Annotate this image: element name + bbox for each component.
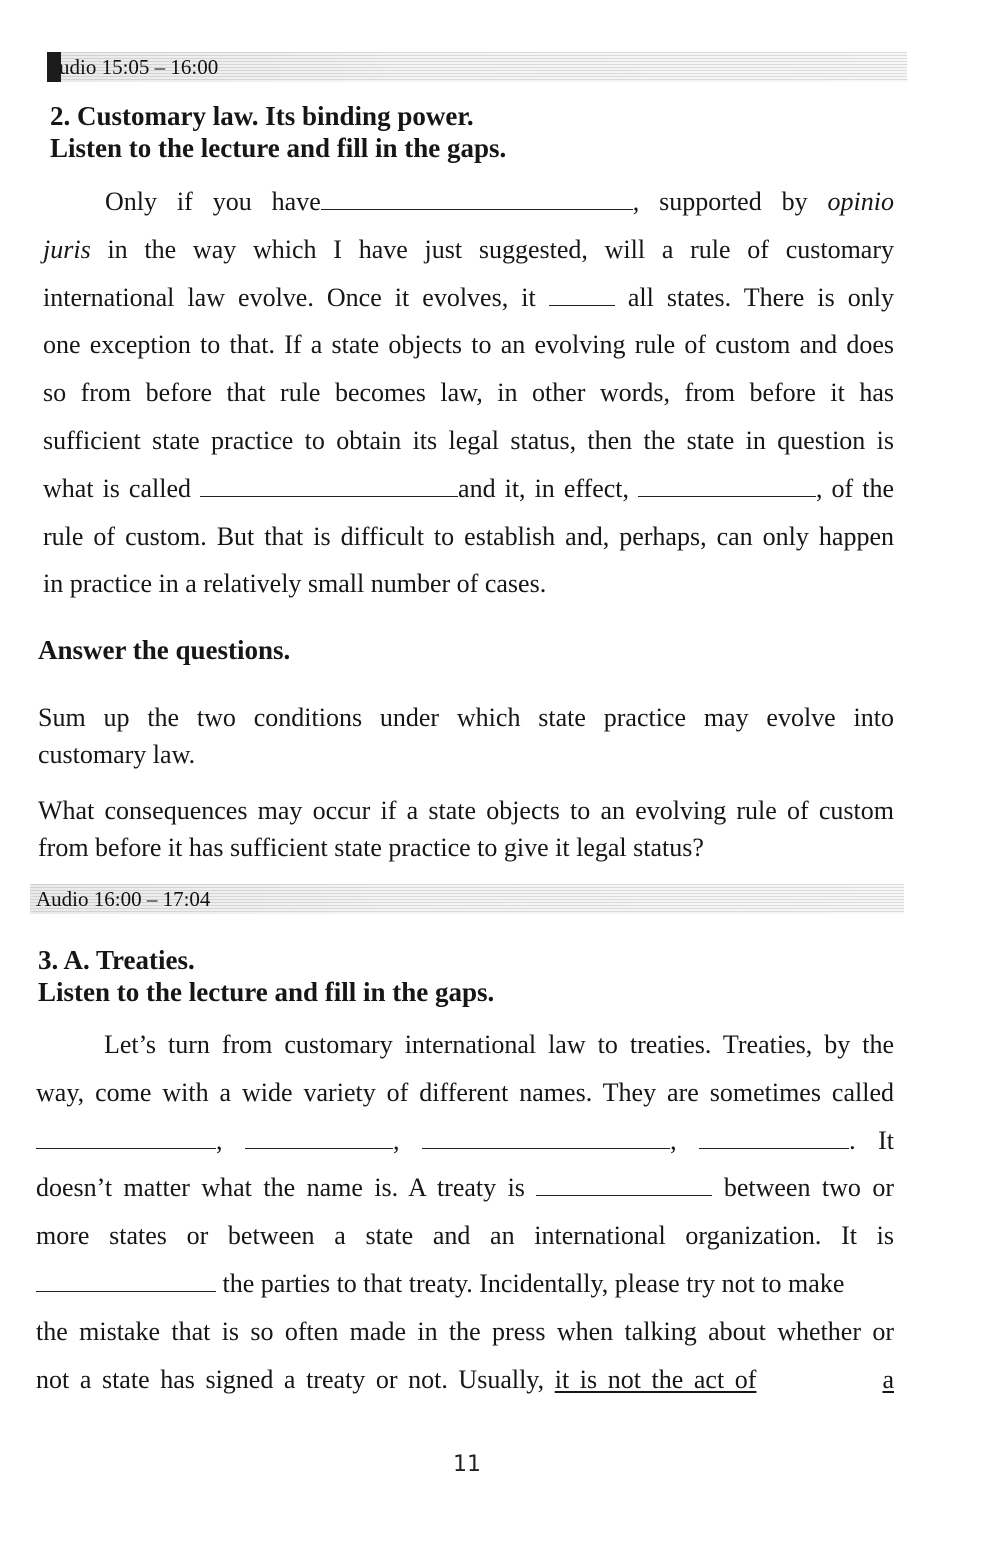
paragraph-line bbox=[36, 1117, 894, 1165]
page-number: 11 bbox=[453, 1452, 481, 1477]
text: in the way which I have just suggested, will a rule of customary bbox=[90, 234, 894, 264]
fill-gap bbox=[36, 1271, 216, 1292]
paragraph-line: in practice in a relatively small number of cases. bbox=[43, 569, 547, 599]
fill-gap bbox=[36, 1128, 216, 1149]
paragraph-line: more states or between a state and an international organization. It is bbox=[36, 1221, 894, 1251]
text: and it, in effect, bbox=[458, 473, 639, 503]
section-3-instruction: Listen to the lecture and fill in the gaps. bbox=[38, 977, 495, 1007]
text: international law evolve. Once it evolves, it bbox=[43, 282, 549, 312]
audio-bar-2 bbox=[30, 884, 904, 914]
paragraph-line bbox=[43, 226, 894, 274]
text: , bbox=[393, 1125, 400, 1155]
paragraph-line bbox=[43, 178, 894, 226]
question-line: Sum up the two conditions under which state practice may evolve into bbox=[38, 703, 894, 732]
question-line: from before it has sufficient state practice to give it legal status? bbox=[38, 833, 704, 862]
text: the parties to that treaty. Incidentally, please try not to make bbox=[216, 1268, 845, 1298]
text: all states. There is only bbox=[614, 282, 895, 312]
paragraph-line bbox=[43, 274, 894, 322]
text: not a state has signed a treaty or not. Usually, bbox=[36, 1364, 555, 1394]
text: doesn’t matter what the name is. A treaty is bbox=[36, 1173, 537, 1203]
paragraph-line: one exception to that. If a state objects to an evolving rule of custom and does bbox=[43, 330, 894, 360]
audio-timestamp-2: Audio 16:00 – 17:04 bbox=[36, 887, 211, 911]
fill-gap bbox=[699, 1128, 849, 1149]
paragraph-line: so from before that rule becomes law, in other words, from before it has bbox=[43, 378, 894, 408]
fill-gap bbox=[245, 1128, 393, 1149]
paragraph-line: the mistake that is so often made in the press when talking about whether or bbox=[36, 1316, 894, 1346]
paragraph-line bbox=[36, 1164, 894, 1212]
section-3-paragraph bbox=[36, 1021, 894, 1403]
paragraph-line bbox=[36, 1356, 894, 1404]
paragraph-line: rule of custom. But that is difficult to establish and, perhaps, can only happen bbox=[43, 521, 894, 551]
question-line: What consequences may occur if a state objects to an evolving rule of custom bbox=[38, 796, 894, 825]
question-1 bbox=[38, 699, 894, 773]
audio-timestamp-1: udio 15:05 – 16:00 bbox=[59, 55, 219, 79]
text: , of the bbox=[816, 473, 895, 503]
text: it is not the act of bbox=[554, 1364, 757, 1394]
fill-gap bbox=[422, 1128, 670, 1149]
text: a bbox=[882, 1364, 894, 1394]
text: , bbox=[670, 1125, 677, 1155]
section-2-instruction: Listen to the lecture and fill in the gaps. bbox=[50, 133, 507, 163]
text: between two or bbox=[712, 1173, 894, 1203]
italic-text: opinio bbox=[827, 187, 894, 216]
paragraph-line: sufficient state practice to obtain its legal status, then the state in question is bbox=[43, 425, 894, 455]
paragraph-line bbox=[43, 465, 894, 513]
audio-bar-1 bbox=[47, 52, 907, 82]
text: . It bbox=[849, 1125, 895, 1155]
underlined-text bbox=[555, 1365, 894, 1394]
text: Only if you have bbox=[105, 187, 321, 216]
text: Let’s turn from customary international law to treaties. Treaties, by the bbox=[104, 1030, 894, 1059]
paragraph-line bbox=[36, 1260, 894, 1308]
text: , bbox=[216, 1125, 223, 1155]
answer-questions-heading: Answer the questions. bbox=[38, 635, 291, 665]
section-3-title: 3. A. Treaties. bbox=[38, 945, 195, 975]
section-2-paragraph bbox=[43, 178, 894, 608]
fill-gap bbox=[638, 476, 816, 497]
paragraph-line bbox=[36, 1021, 894, 1069]
italic-text: juris bbox=[43, 234, 91, 264]
question-2 bbox=[38, 792, 894, 866]
paragraph-line: way, come with a wide variety of different names. They are sometimes called bbox=[36, 1077, 894, 1107]
fill-gap bbox=[549, 285, 615, 306]
fill-gap bbox=[536, 1175, 712, 1196]
fill-gap bbox=[321, 189, 633, 210]
text: what is called bbox=[43, 473, 201, 503]
question-line: customary law. bbox=[38, 740, 196, 769]
fill-gap bbox=[200, 476, 458, 497]
section-2-title: 2. Customary law. Its binding power. bbox=[50, 101, 474, 131]
text: , supported by bbox=[632, 187, 828, 216]
